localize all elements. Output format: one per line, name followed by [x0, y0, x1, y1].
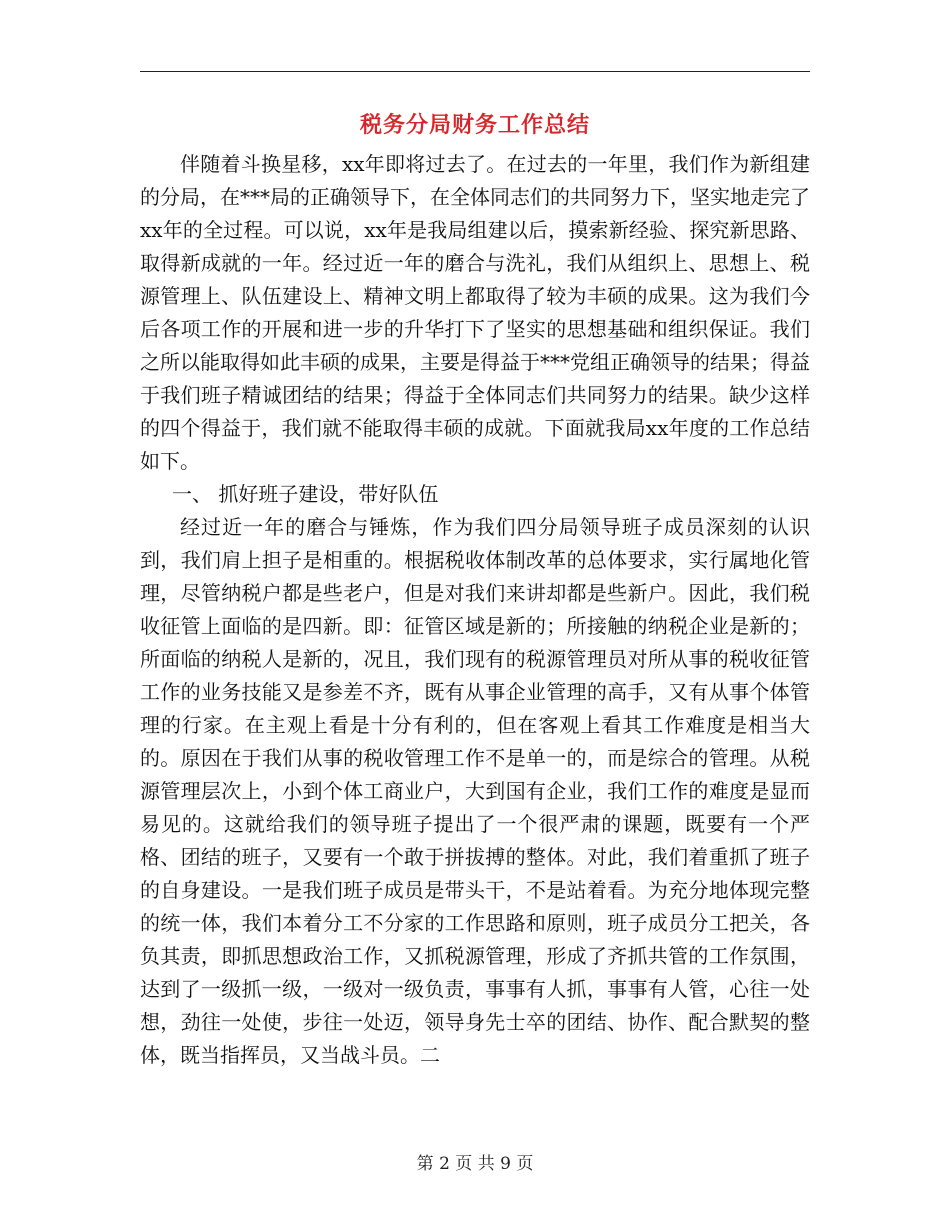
document-body — [140, 148, 810, 1072]
page-number: 第 2 页 共 9 页 — [416, 1154, 534, 1174]
document-title: 税务分局财务工作总结 — [359, 112, 590, 138]
header-rule — [140, 71, 810, 72]
paragraph-body: 经过近一年的磨合与锤炼，作为我们四分局领导班子成员深刻的认识到，我们肩上担子是相重的。根据税收体制改革的总体要求，实行属地化管理，尽管纳税户都是些老户，但是对我们来讲却都是些新户。因此，我们税收征管上面临的是四新。即：征管区域是新的；所接触的纳税企业是新的；所面临的纳税人是新的，况且，我们现有的税源管理员对所从事的税收征管工作的业务技能又是参差不齐，既有从事企业管理的高手，又有从事个体管理的行家。在主观上看是十分有利的，但在客观上看其工作难度是相当大的。原因在于我们从事的税收管理工作不是单一的，而是综合的管理。从税源管理层次上，小到个体工商业户，大到国有企业，我们工作的难度是显而易见的。这就给我们的领导班子提出了一个很严肃的课题，既要有一个严格、团结的班子，又要有一个敢于拼拔搏的整体。对此，我们着重抓了班子的自身建设。一是我们班子成员是带头干，不是站着看。为充分地体现完整的统一体，我们本着分工不分家的工作思路和原则，班子成员分工把关，各负其责，即抓思想政治工作，又抓税源管理，形成了齐抓共管的工作氛围，达到了一级抓一级，一级对一级负责，事事有人抓，事事有人管，心往一处想，劲往一处使，步往一处迈，领导身先士卒的团结、协作、配合默契的整体，既当指挥员，又当战斗员。二 — [140, 515, 810, 1067]
paragraph-intro: 伴随着斗换星移，xx年即将过去了。在过去的一年里，我们作为新组建的分局，在***局的正确领导下，在全体同志们的共同努力下，坚实地走完了xx年的全过程。可以说，xx年是我局组建以后，摸索新经验、探究新思路、取得新成就的一年。经过近一年的磨合与洗礼，我们从组织上、思想上、税源管理上、队伍建设上、精神文明上都取得了较为丰硕的成果。这为我们今后各项工作的开展和进一步的升华打下了坚实的思想基础和组织保证。我们之所以能取得如此丰硕的成果，主要是得益于***党组正确领导的结果；得益于我们班子精诚团结的结果；得益于全体同志们共同努力的结果。缺少这样的四个得益于，我们就不能取得丰硕的成就。下面就我局xx年度的工作总结如下。 — [140, 152, 810, 473]
section-heading: 一、 抓好班子建设，带好队伍 — [172, 482, 439, 506]
